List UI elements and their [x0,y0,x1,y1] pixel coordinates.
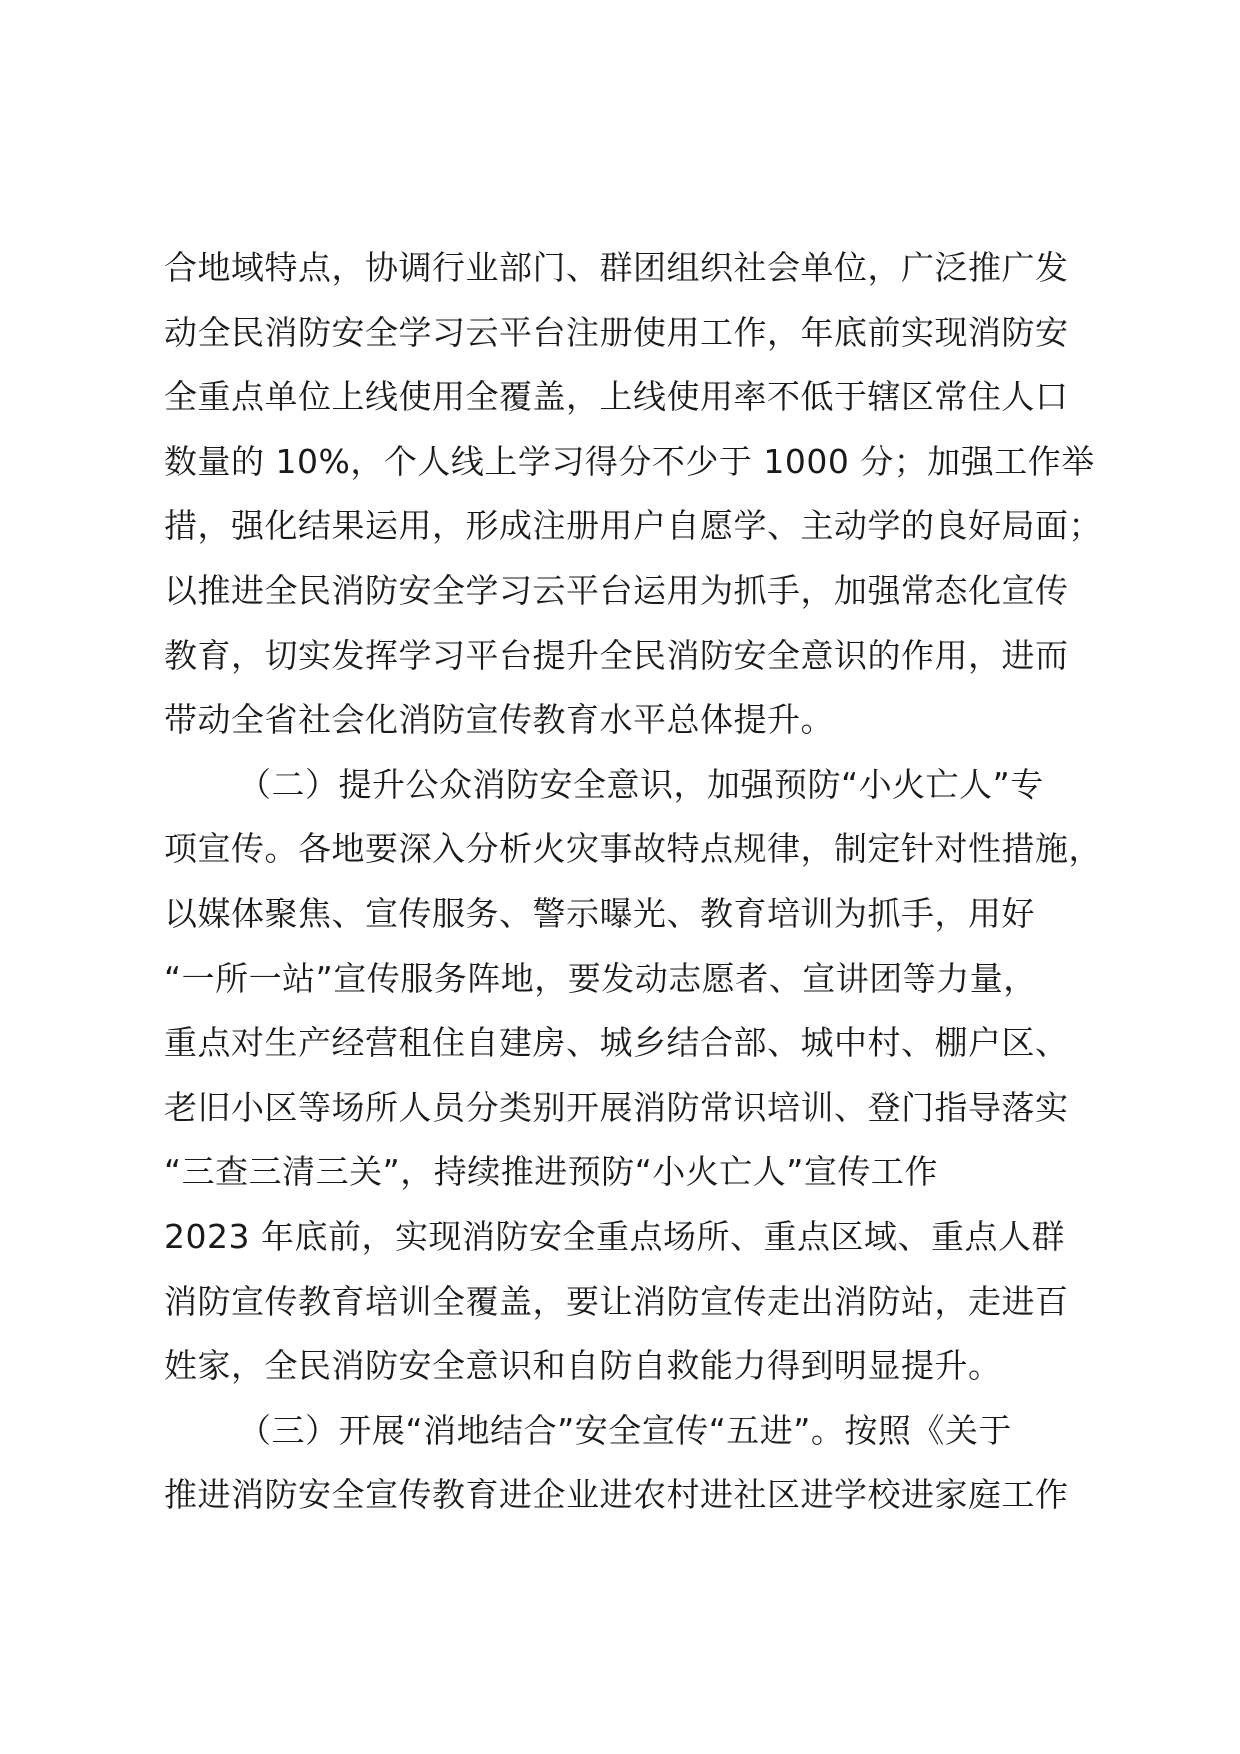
text-line: “三查三清三关”，持续推进预防“小火亡人”宣传工作 [164,1152,938,1192]
document-body [164,236,1124,1528]
text-line: 合地域特点，协调行业部门、群团组织社会单位，广泛推广发 [164,248,1069,287]
section-heading-line: （二）提升公众消防安全意识，加强预防“小火亡人”专 [238,764,1044,804]
section-heading-line: （三）开展“消地结合”安全宣传“五进”。按照《关于 [238,1410,1012,1450]
text-line: 项宣传。各地要深入分析火灾事故特点规律，制定针对性措施， [164,829,1102,869]
text-line: 重点对生产经营租住自建房、城乡结合部、城中村、棚户区、 [164,1023,1069,1063]
text-line: 全重点单位上线使用全覆盖，上线使用率不低于辖区常住人口 [164,377,1069,417]
text-line: 教育，切实发挥学习平台提升全民消防安全意识的作用，进而 [164,635,1069,675]
text-line: 消防宣传教育培训全覆盖，要让消防宣传走出消防站，走进百 [164,1281,1069,1321]
text-line: 以媒体聚焦、宣传服务、警示曝光、教育培训为抓手，用好 [164,893,1035,933]
text-line: 带动全省社会化消防宣传教育水平总体提升。 [164,700,834,740]
text-line: 以推进全民消防安全学习云平台运用为抓手，加强常态化宣传 [164,570,1069,610]
text-line: 措，强化结果运用，形成注册用户自愿学、主动学的良好局面； [164,506,1102,546]
text-line: “一所一站”宣传服务阵地，要发动志愿者、宣讲团等力量， [164,958,1037,998]
text-line: 动全民消防安全学习云平台注册使用工作，年底前实现消防安 [164,312,1069,352]
text-line: 老旧小区等场所人员分类别开展消防常识培训、登门指导落实 [164,1087,1069,1127]
text-line: 2023 年底前，实现消防安全重点场所、重点区域、重点人群 [164,1216,1065,1256]
text-line: 数量的 10%，个人线上学习得分不少于 1000 分；加强工作举 [164,441,1095,481]
text-line: 姓家，全民消防安全意识和自防自救能力得到明显提升。 [164,1346,1002,1386]
text-line: 推进消防安全宣传教育进企业进农村进社区进学校进家庭工作 [164,1475,1069,1515]
